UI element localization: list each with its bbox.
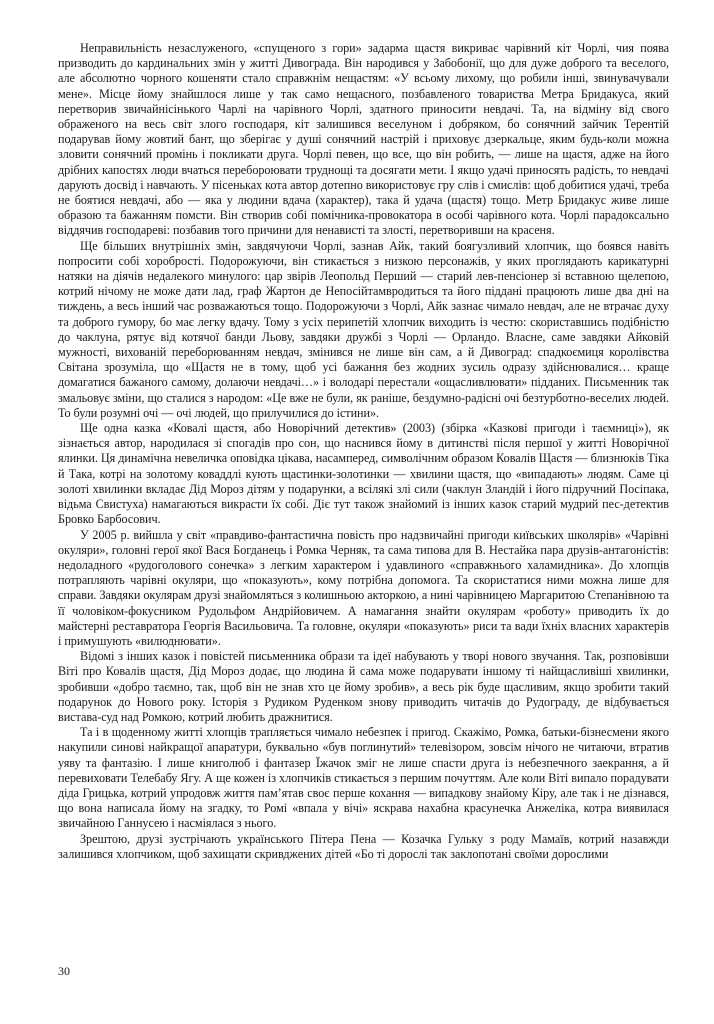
paragraph: Ще одна казка «Ковалі щастя, або Новорічний детектив» (2003) (збірка «Казкові пригоди і таємниці»), як зізнається автор, народилася зі спогадів про сон, що наснився йому в дитинстві після першої у житті Новорічної ялинки. Ця динамічна невеличка оповідка цікава, насамперед, символічним образом Ковалів Щастя — близнюків Тіка й Така, котрі на золотому коваддлі кують щастинки-золотинки — хвилини щастя, що «випадають» людям. Саме ці золоті хвилинки вкладає Дід Мороз дітям у подарунки, а всілякі злі сили (чаклун Зландій і його підручний Посіпака, відьма Свистуха) намагаються викрасти їх собі. Діє тут також знайомий із інших казок старий мудрий пес-детектив Бровко Барбосович. [58, 421, 669, 527]
paragraph: Неправильність незаслуженого, «спущеного з гори» задарма щастя викриває чарівний кіт Чорлі, чия поява призводить до кардинальних змін у житті Дивограда. Він народився у Забобонії, що для дуже доброго та веселого, але абсолютно чорного кошеняти стало справжнім нещастям: «У всьому лихому, що робили інші, звинувачували мене». Місце йому знайшлося лише у так само нещасного, позбавленого товариства Метра Бридакуса, який перетворив звичайнісінького Чарлі на чарівного Чорлі, здатного приносити невдачі. Та, на відміну від свого ображеного на весь світ злого господаря, кіт залишився веселуном і добряком, бо сонячний зайчик Терентій подарував йому жовтий бант, що зберігає у душі сонячний настрій і приховує дзеркальце, яким будь-коли можна зловити сонячний промінь і покликати друга. Чорлі певен, що все, що він робить, — лише на щастя, адже на його дрібних капостях люди вчаться перебороювати труднощі та досягати мети. І якщо удачі приносять радість, то невдачі дарують досвід і навчають. У пісеньках кота автор дотепно використовує гру слів і смислів: щоб добитися удачі, треба не боятися невдачі, або — яка у людини вдача (характер), така й удача (щастя) тощо. Метр Бридакус живе лише образою та бажанням помсти. Він створив собі помічника-провокатора в особі чарівного кота. Чорлі парадоксально віддячив господареві: позбавив того причини для ненависті та злості, перетворивши на красеня. [58, 41, 669, 238]
paragraph: У 2005 р. вийшла у світ «правдиво-фантастична повість про надзвичайні пригоди київських школярів» «Чарівні окуляри», головні герої якої Вася Богданець і Ромка Черняк, та сама типова для В. Нестайка пара друзів-антагоністів: недоладного «рудоголового сонечка» з легким характером і удавлиного «справжнього халамидника». До хлопців потрапляють чарівні окуляри, що «показують», кому потрібна допомога. Та скористатися ними можна лише для справи. Завдяки окулярам друзі знайомляться з колишньою акторкою, а нині чарівницею Маргаритою Степанівною та її чоловіком-фокусником Рудольфом Андрійовичем. А намагання знайти окулярам «роботу» приводить їх до майстерні реставратора Георгія Васильовича. Та головне, окуляри «показують» риси та вади їхніх власних характерів і примушують «вилюднювати». [58, 527, 669, 648]
paragraph: Ще більших внутрішніх змін, завдячуючи Чорлі, зазнав Айк, такий боягузливий хлопчик, що боявся навіть попросити собі хоробрості. Подорожуючи, він стикається з низкою персонажів, у яких проглядають карикатурні натяки на діячів недалекого минулого: цар звірів Леопольд Перший — старий лев-пенсіонер зі вставною щелепою, котрий нічому не може дати лад, граф Жартон де Непосійтамвродиться та його піддані працюють лише два дні на тиждень, а весь інший час розважаються тощо. Подорожуючи з Чорлі, Айк зазнає чимало невдач, але не втрачає духу та доброго гумору, бо має легку вдачу. Тому з усіх перипетій хлопчик виходить із честю: скориставшись подібністю до чаклуна, рятує від котячої банди Льову, завдяки дружбі з Чорлі — Орландо. Власне, саме завдяки Айковій мужності, вихованій переборюванням невдач, змінився не лише він сам, а й Дивоград: спадкоємиця королівства Світана зрозуміла, що «Щастя не в тому, щоб усі бажання без жодних зусиль одразу здійснювалися… краще домагатися бажаного самому, долаючи невдачі…» і володарі перестали «ощасливлювати» підданих. Письменник так змальовує зміни, що сталися з народом: «Це вже не були, як раніше, бездумно-радісні очі безтурботно-веселих людей. То були розумні очі — очі людей, що прилучилися до істини». [58, 238, 669, 420]
page-number: 30 [58, 964, 70, 978]
paragraph: Зрештою, друзі зустрічають українського Пітера Пена — Козачка Гульку з роду Мамаїв, котрий назавжди залишився хлопчиком, щоб захищати скривджених дітей «Бо ті дорослі так заклопотані своїми дорослими [58, 831, 669, 861]
paragraph: Та і в щоденному житті хлопців трапляється чимало небезпек і пригод. Скажімо, Ромка, батьки-бізнесмени якого накупили синові найкращої апаратури, буквально «був поглинутий» телевізором, зовсім нічого не читаючи, втратив уяву та фантазію. І лише книголюб і фантазер Їжачок зміг не лише спасти друга із небезпечного заекрання, а й перевиховати Телебабу Ягу. А ще кожен із хлопчиків стикається з першим почуттям. Але коли Віті випало порадувати діда Грицька, котрий упродовж життя пам’ятав своє перше кохання — випадкову знайому Кіру, але так і не дізнався, що вона написала йому на згадку, то Ромі «впала у вічі» яскрава нахабна красунечка Анжеліка, котра виявилася звичайною Ганнусею і насміялася з нього. [58, 725, 669, 831]
page-body [58, 41, 669, 862]
paragraph: Відомі з інших казок і повістей письменника образи та ідеї набувають у творі нового звучання. Так, розповівши Віті про Ковалів щастя, Дід Мороз додає, що людина й сама може подарувати іншому ті найщасливіші хвилинки, зробивши «добро таємно, так, щоб він не знав хто це йому зробив», а весь рік буде щасливим, якщо зробити такий подарунок до Нового року. Історія з Рудиком Руденком знову приводить читачів до Рудограду, де відбувається вистава-суд над Ромкою, котрий любить дражнитися. [58, 649, 669, 724]
